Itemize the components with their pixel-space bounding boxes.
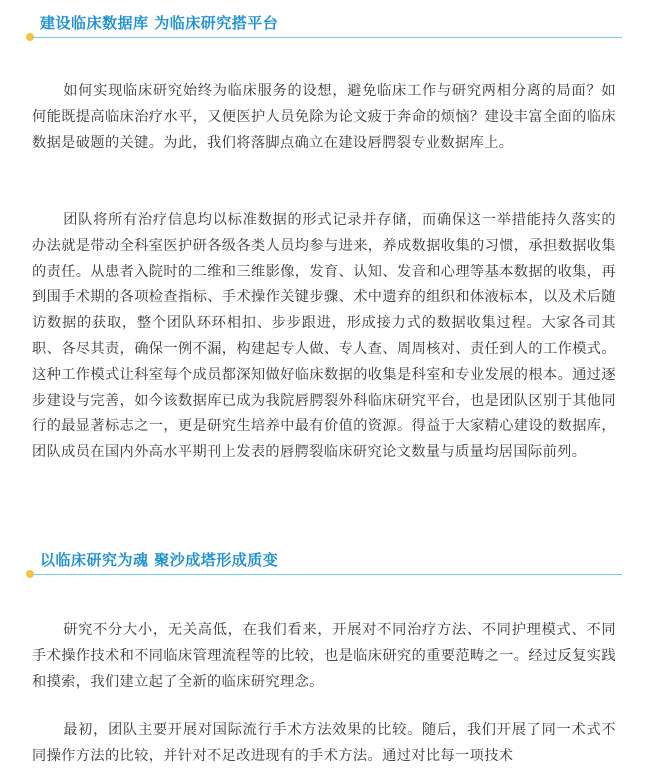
section-header — [26, 549, 622, 579]
section-divider — [32, 37, 622, 38]
paragraph: 团队将所有治疗信息均以标准数据的形式记录并存储，而确保这一举措能持久落实的办法就是带动全科室医护研各级各类人员均参与进来，养成数据收集的习惯，承担数据收集的责任。从患者入院时的二维和三维影像，发育、认知、发音和心理等基本数据的收集，再到围手术期的各项检查指标、手术操作关键步骤、术中遗弃的组织和体液标本，以及术后随访数据的获取，整个团队环环相扣、步步跟进，形成接力式的数据收集过程。大家各司其职、各尽其责，确保一例不漏，构建起专人做、专人查、周周核对、责任到人的工作模式。这种工作模式让科室每个成员都深知做好临床数据的收集是科室和专业发展的根本。通过逐步建设与完善，如今该数据库已成为我院唇腭裂外科临床研究平台，也是团队区别于其他同行的最显著标志之一，更是研究生培养中最有价值的资源。得益于大家精心建设的数据库，团队成员在国内外高水平期刊上发表的唇腭裂临床研究论文数量与质量均居国际前列。 — [32, 212, 616, 461]
paragraph: 研究不分大小，无关高低，在我们看来，开展对不同治疗方法、不同护理模式、不同手术操作技术和不同临床管理流程等的比较，也是临床研究的重要范畴之一。经过反复实践和摸索，我们建立起了全新的临床研究理念。 — [32, 622, 616, 690]
section-divider — [32, 574, 622, 575]
paragraph: 最初，团队主要开展对国际流行手术方法效果的比较。随后，我们开展了同一术式不同操作方法的比较，并针对不足改进现有的手术方法。通过对比每一项技术 — [32, 722, 616, 764]
section-title: 建设临床数据库 为临床研究搭平台 — [40, 14, 279, 32]
paragraph: 如何实现临床研究始终为临床服务的设想，避免临床工作与研究两相分离的局面？如何能既提高临床治疗水平，又便医护人员免除为论文疲于奔命的烦恼？建设丰富全面的临床数据是破题的关键。为此，我们将落脚点确立在建设唇腭裂专业数据库上。 — [32, 83, 616, 151]
section-header — [26, 12, 622, 42]
section-title: 以临床研究为魂 聚沙成塔形成质变 — [40, 551, 279, 569]
